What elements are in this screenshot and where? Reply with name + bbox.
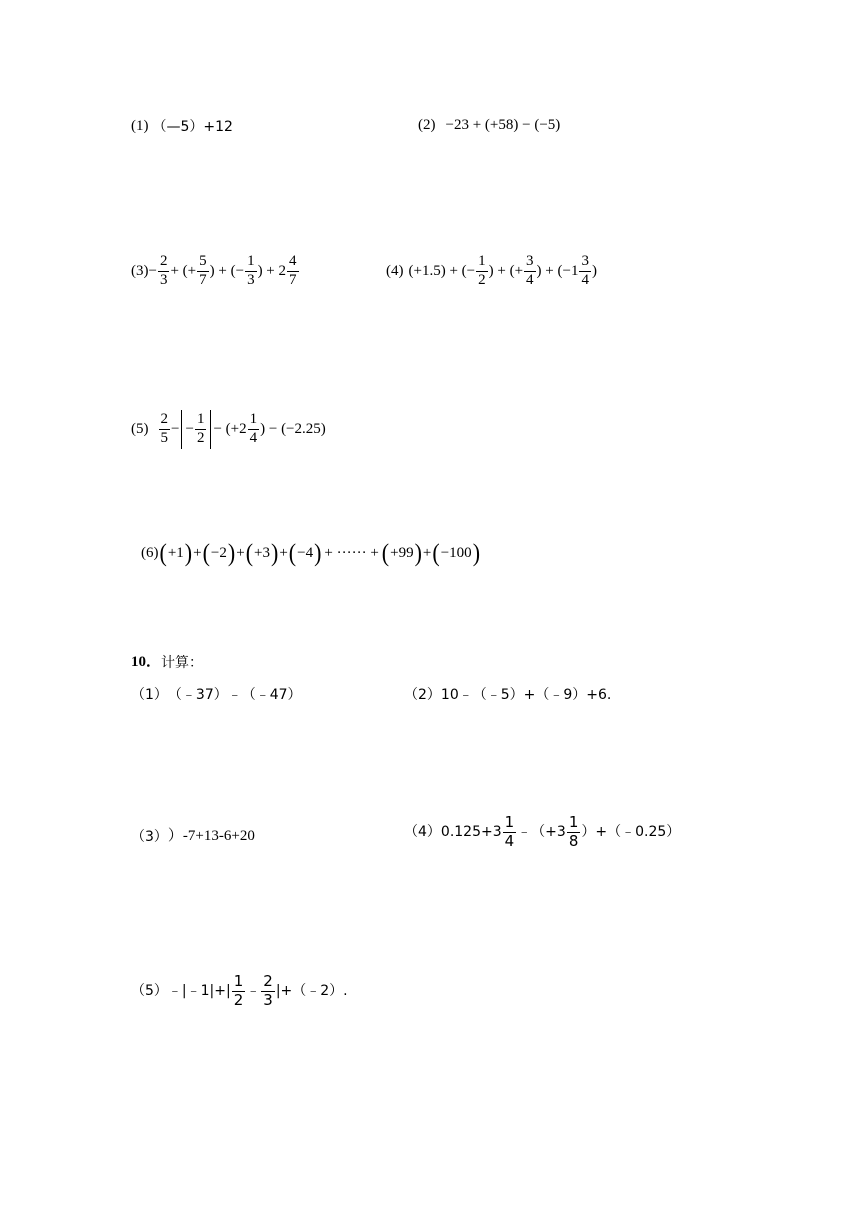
problem-label: (5) xyxy=(131,420,149,437)
denominator: 3 xyxy=(263,990,273,1009)
question-2 xyxy=(404,688,611,702)
numerator: 1 xyxy=(476,254,488,272)
problem-5 xyxy=(131,410,326,449)
problem-expression: （—5）+12 xyxy=(152,118,233,135)
term: +3 xyxy=(254,544,270,561)
term: +99 xyxy=(390,544,414,561)
numerator: 1 xyxy=(195,412,207,430)
operator: + xyxy=(422,544,432,561)
fraction xyxy=(245,254,257,289)
denominator: 4 xyxy=(526,271,534,288)
operator: ) + 2 xyxy=(257,262,287,279)
right-paren: ) xyxy=(414,538,422,567)
question-label: （3） xyxy=(131,828,168,845)
question-expression: ）-7+13-6+20 xyxy=(167,828,255,844)
numerator: 1 xyxy=(248,412,260,430)
numerator: 1 xyxy=(233,972,244,990)
operator: ) + (+ xyxy=(488,262,524,279)
denominator: 7 xyxy=(289,271,297,288)
left-paren: ( xyxy=(432,538,440,567)
operator: ) + (− xyxy=(209,262,245,279)
right-paren: ) xyxy=(227,538,236,567)
operator: + (+ xyxy=(170,262,197,279)
right-paren: ) xyxy=(472,538,481,567)
fraction xyxy=(158,254,170,289)
fraction xyxy=(195,412,207,447)
problem-6 xyxy=(141,538,481,567)
question-label: （4） xyxy=(404,824,441,841)
question-5 xyxy=(131,974,348,1009)
problem-label: (3) xyxy=(131,262,149,279)
left-paren: ( xyxy=(202,538,210,567)
problem-1 xyxy=(131,119,233,134)
denominator: 4 xyxy=(249,429,258,446)
problem-expression: −23 + (+58) − (−5) xyxy=(445,117,561,133)
left-paren: ( xyxy=(381,538,390,567)
fraction xyxy=(476,254,488,289)
section-number: 10． xyxy=(131,654,162,670)
operator: ) − (−2.25) xyxy=(260,420,326,437)
problem-3 xyxy=(131,254,300,289)
left-paren: ( xyxy=(288,538,297,567)
question-expression: ﹣|﹣1|+| xyxy=(167,983,231,1000)
numerator: 1 xyxy=(504,813,515,831)
problem-label: (1) xyxy=(131,118,149,134)
question-label: （1） xyxy=(131,687,168,703)
denominator: 2 xyxy=(478,271,486,288)
term: +1 xyxy=(167,544,184,561)
fraction xyxy=(248,412,260,447)
numerator: 3 xyxy=(524,254,536,272)
fraction xyxy=(567,815,581,850)
operator: ﹣ xyxy=(246,983,261,1000)
section-heading xyxy=(131,655,203,670)
left-paren: ( xyxy=(245,538,254,567)
denominator: 8 xyxy=(568,831,579,850)
denominator: 7 xyxy=(199,271,207,288)
fraction xyxy=(524,254,536,289)
numerator: 1 xyxy=(568,813,579,831)
operator: ）+（﹣0.25） xyxy=(581,824,681,841)
fraction xyxy=(197,254,209,289)
fraction xyxy=(159,412,171,447)
question-expression: 0.125+3 xyxy=(440,824,502,841)
operator: ﹣（+3 xyxy=(517,824,566,841)
ellipsis: + ······ + xyxy=(324,544,379,561)
problem-label: (4) xyxy=(386,262,404,279)
question-expression: 10﹣（﹣5）+（﹣9）+6. xyxy=(440,687,612,703)
fraction xyxy=(232,974,246,1009)
fraction xyxy=(579,254,591,289)
numerator: 3 xyxy=(579,254,591,272)
denominator: 2 xyxy=(196,429,205,446)
fraction xyxy=(261,974,275,1009)
minus-sign: − xyxy=(185,420,194,437)
question-4 xyxy=(404,815,680,850)
operator: + xyxy=(236,544,245,561)
term: −100 xyxy=(440,544,472,561)
term: −4 xyxy=(297,544,314,561)
denominator: 2 xyxy=(233,990,244,1009)
operator: ) + (−1 xyxy=(536,262,579,279)
problem-2 xyxy=(418,118,560,133)
operator: |+（﹣2）. xyxy=(275,983,348,1000)
operator: + xyxy=(193,544,202,561)
term: −2 xyxy=(210,544,227,561)
numerator: 4 xyxy=(287,254,299,272)
question-3 xyxy=(131,829,255,844)
denominator: 4 xyxy=(504,831,515,850)
question-expression: （﹣37）﹣（﹣47） xyxy=(167,687,302,703)
operator: + xyxy=(279,544,288,561)
numerator: 2 xyxy=(263,972,273,990)
question-label: （2） xyxy=(404,687,441,703)
absolute-value xyxy=(181,410,211,449)
numerator: 2 xyxy=(159,412,171,430)
operator: (+1.5) + (− xyxy=(408,262,476,279)
question-label: （5） xyxy=(131,983,168,1000)
problem-label: (2) xyxy=(418,117,436,133)
problem-label: (6) xyxy=(141,544,159,561)
right-paren: ) xyxy=(184,538,193,567)
numerator: 5 xyxy=(197,254,209,272)
denominator: 5 xyxy=(160,429,168,446)
denominator: 3 xyxy=(159,271,168,288)
fraction xyxy=(287,254,299,289)
operator: − (+2 xyxy=(213,420,247,437)
minus-sign: − xyxy=(148,262,157,279)
denominator: 3 xyxy=(247,271,255,288)
fraction xyxy=(503,815,517,850)
question-1 xyxy=(131,688,302,702)
numerator: 1 xyxy=(245,254,257,272)
problem-4 xyxy=(386,254,597,289)
right-paren: ) xyxy=(314,538,322,567)
numerator: 2 xyxy=(158,254,170,272)
left-paren: ( xyxy=(159,538,167,567)
section-title: 计算： xyxy=(161,654,204,671)
operator: ) xyxy=(591,262,597,279)
right-paren: ) xyxy=(270,538,279,567)
denominator: 4 xyxy=(581,271,589,288)
operator: − xyxy=(171,420,180,437)
